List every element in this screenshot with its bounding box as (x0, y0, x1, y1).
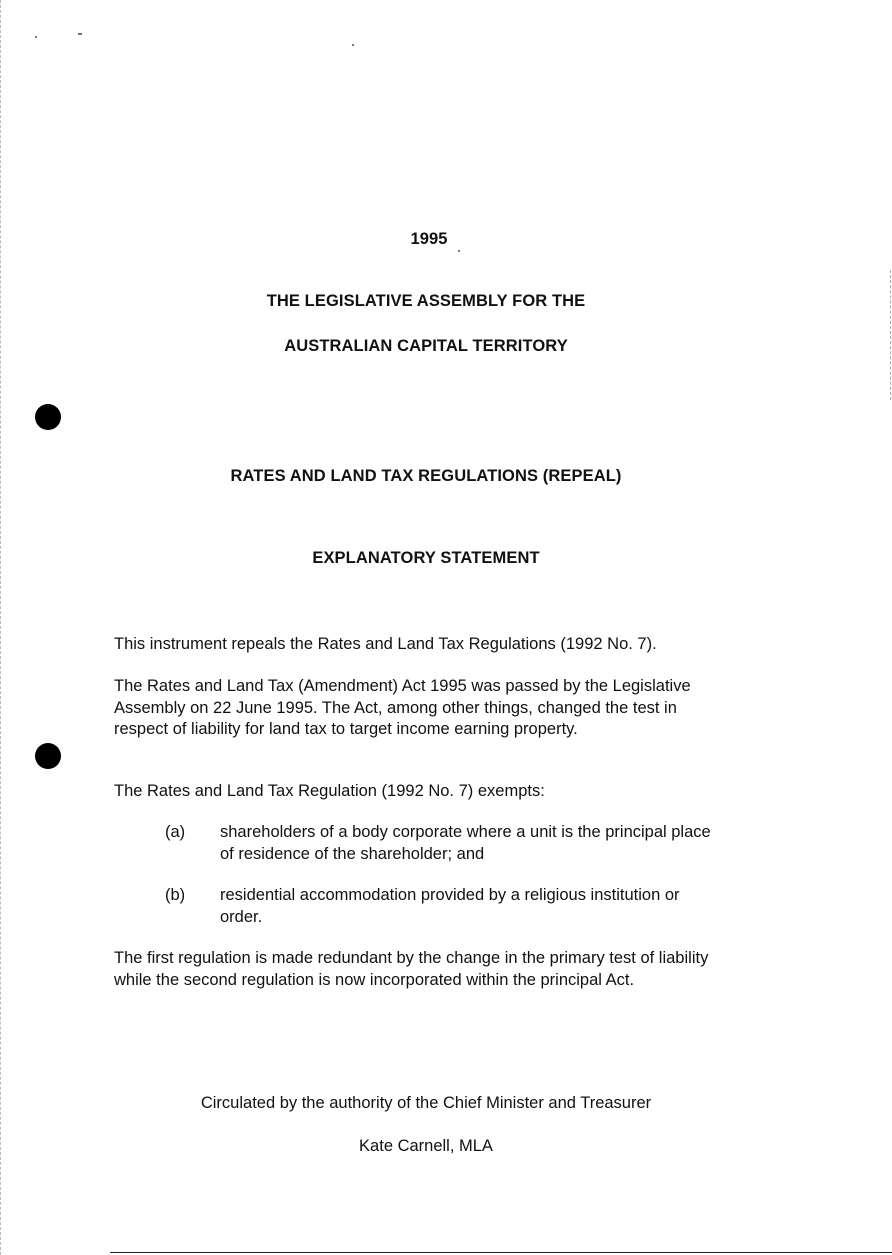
list-item-label: (b) (165, 886, 186, 904)
paragraph-3: The Rates and Land Tax Regulation (1992 No. 7) exempts: (114, 782, 545, 800)
scan-speck (35, 36, 37, 38)
scan-edge-right (889, 270, 891, 400)
document-subtitle: EXPLANATORY STATEMENT (312, 549, 540, 567)
scan-speck (352, 44, 354, 46)
signatory: Kate Carnell, MLA (359, 1137, 493, 1155)
paragraph-1: This instrument repeals the Rates and Land Tax Regulations (1992 No. 7). (114, 635, 657, 653)
list-item-label: (a) (165, 823, 186, 841)
paragraph-4: The first regulation is made redundant by the change in the primary test of liability while the second regulation is now incorporated within the principal Act. (114, 949, 709, 989)
list-item-text: residential accommodation provided by a religious institution or order. (220, 886, 680, 926)
punch-hole-bottom (35, 743, 61, 769)
assembly-heading-line2: AUSTRALIAN CAPITAL TERRITORY (284, 337, 568, 355)
scan-speck (78, 33, 82, 35)
punch-hole-top (35, 404, 61, 430)
document-title: RATES AND LAND TAX REGULATIONS (REPEAL) (230, 467, 622, 485)
assembly-heading-line1: THE LEGISLATIVE ASSEMBLY FOR THE (266, 292, 586, 310)
scan-speck (458, 250, 460, 252)
document-year: 1995 (410, 230, 448, 248)
list-item-text: shareholders of a body corporate where a unit is the principal place of residence of the shareholder; and (220, 823, 711, 863)
circulation-statement: Circulated by the authority of the Chief Minister and Treasurer (200, 1094, 652, 1112)
paragraph-2: The Rates and Land Tax (Amendment) Act 1995 was passed by the Legislative Assembly on 22 June 1995. The Act, among other things, changed the test in respect of liability for land tax to target income earning property. (114, 677, 691, 738)
scan-edge-left (0, 0, 3, 1255)
scan-edge-bottom (110, 1251, 892, 1253)
